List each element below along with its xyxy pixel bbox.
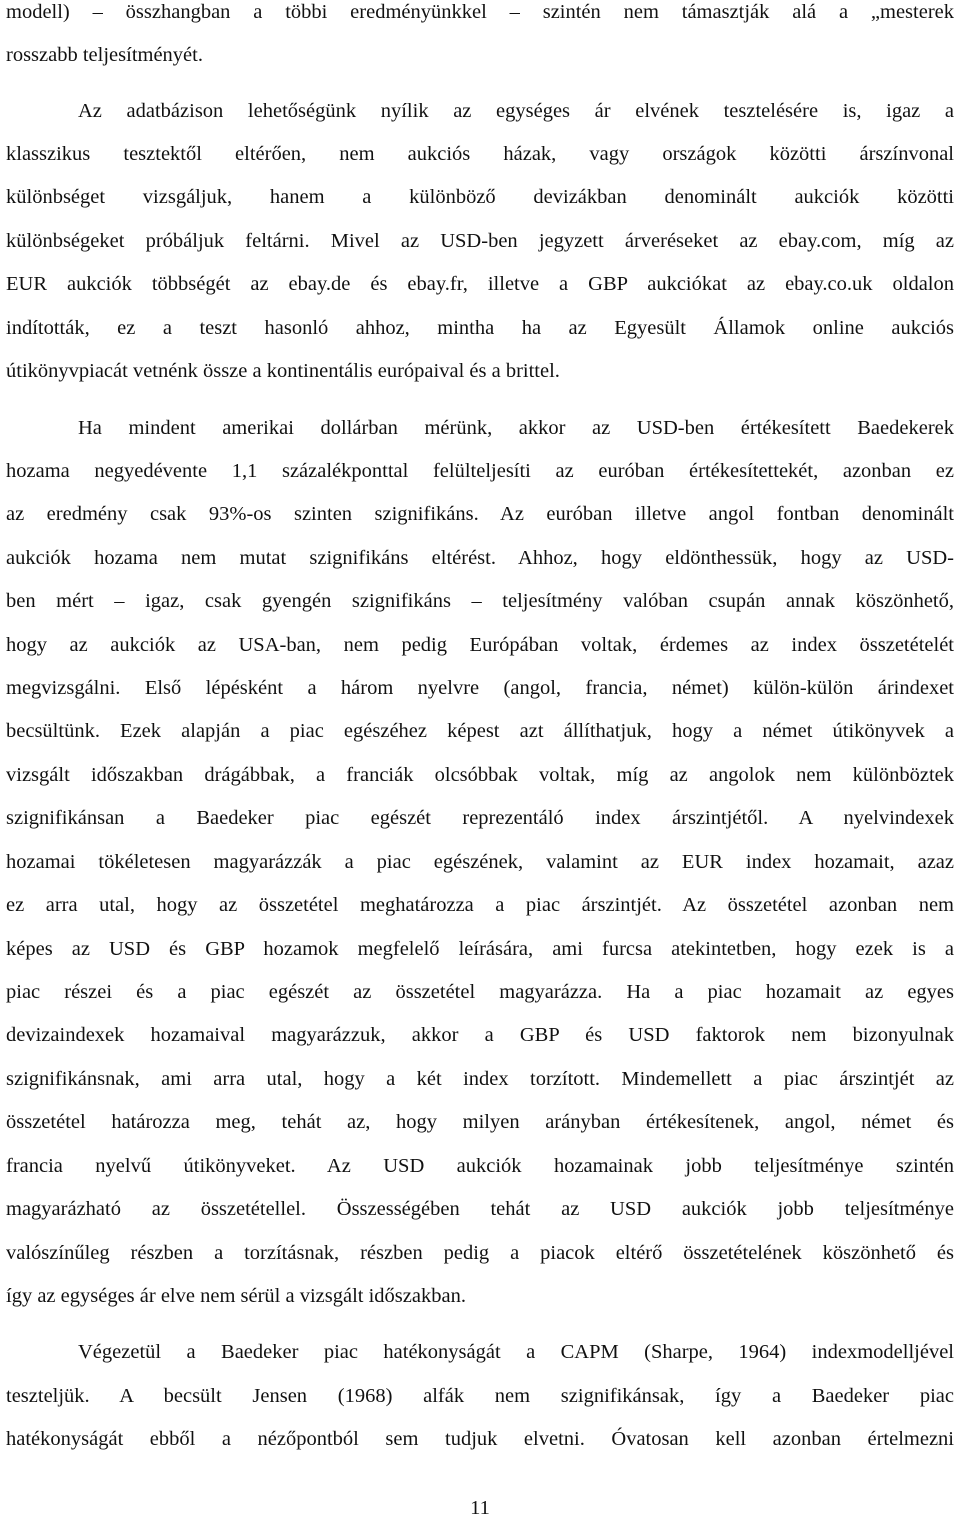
text-line: francia nyelvű útikönyveket. Az USD aukciók hozamainak jobb teljesítménye szintén	[6, 1155, 954, 1177]
text-line: piac részei és a piac egészét az összetétel magyarázza. Ha a piac hozamait az egyes	[6, 981, 954, 1003]
page-number: 11	[470, 1497, 490, 1519]
text-line: különbséget vizsgáljuk, hanem a különböző devizákban denominált aukciók közötti	[6, 186, 954, 208]
text-line: Végezetül a Baedeker piac hatékonyságát a CAPM (Sharpe, 1964) indexmodelljével	[78, 1341, 954, 1363]
text-line: Az adatbázison lehetőségünk nyílik az egységes ár elvének tesztelésére is, igaz a	[78, 100, 954, 122]
text-line: hozamai tökéletesen magyarázzák a piac egészének, valamint az EUR index hozamait, azaz	[6, 851, 954, 873]
text-line: modell) – összhangban a többi eredményünkkel – szintén nem támasztják alá a „mesterek	[6, 1, 954, 23]
text-line: szignifikánsnak, ami arra utal, hogy a két index torzított. Mindemellett a piac árszintjét az	[6, 1068, 954, 1090]
text-line: teszteljük. A becsült Jensen (1968) alfák nem szignifikánsak, így a Baedeker piac	[6, 1385, 954, 1407]
text-line: útikönyvpiacát vetnénk össze a kontinentális európaival és a brittel.	[6, 360, 560, 382]
text-line: ez arra utal, hogy az összetétel meghatározza a piac árszintjét. Az összetétel azonban nem	[6, 894, 954, 916]
text-line: magyarázható az összetétellel. Összességében tehát az USD aukciók jobb teljesítménye	[6, 1198, 954, 1220]
text-line: valószínűleg részben a torzításnak, részben pedig a piacok eltérő összetételének köszönhető és	[6, 1242, 954, 1264]
text-line: devizaindexek hozamaival magyarázzuk, akkor a GBP és USD faktorok nem bizonyulnak	[6, 1024, 954, 1046]
text-line: különbségeket próbáljuk feltárni. Mivel az USD-ben jegyzett árveréseket az ebay.com, míg az	[6, 230, 954, 252]
text-line: az eredmény csak 93%-os szinten szignifikáns. Az euróban illetve angol fontban denominált	[6, 503, 954, 525]
text-line: szignifikánsan a Baedeker piac egészét reprezentáló index árszintjétől. A nyelvindexek	[6, 807, 954, 829]
text-line: összetétel határozza meg, tehát az, hogy milyen arányban értékesítenek, angol, német és	[6, 1111, 954, 1133]
text-line: klasszikus tesztektől eltérően, nem aukciós házak, vagy országok közötti árszínvonal	[6, 143, 954, 165]
text-line: így az egységes ár elve nem sérül a vizsgált időszakban.	[6, 1285, 466, 1307]
text-line: hatékonyságát ebből a nézőpontból sem tudjuk elvetni. Óvatosan kell azonban értelmezni	[6, 1428, 954, 1450]
text-line: hogy az aukciók az USA-ban, nem pedig Európában voltak, érdemes az index összetételét	[6, 634, 954, 656]
text-line: rosszabb teljesítményét.	[6, 44, 203, 66]
text-line: aukciók hozama nem mutat szignifikáns eltérést. Ahhoz, hogy eldönthessük, hogy az USD-	[6, 547, 954, 569]
text-line: ben mért – igaz, csak gyengén szignifikáns – teljesítmény valóban csupán annak köszönhető,	[6, 590, 954, 612]
text-line: becsültünk. Ezek alapján a piac egészéhez képest azt állíthatjuk, hogy a német útikönyvek a	[6, 720, 954, 742]
text-line: képes az USD és GBP hozamok megfelelő leírására, ami furcsa atekintetben, hogy ezek is a	[6, 938, 954, 960]
text-line: EUR aukciók többségét az ebay.de és ebay.fr, illetve a GBP aukciókat az ebay.co.uk oldalon	[6, 273, 954, 295]
text-line: megvizsgálni. Első lépésként a három nyelvre (angol, francia, német) külön-külön árindexet	[6, 677, 954, 699]
text-line: Ha mindent amerikai dollárban mérünk, akkor az USD-ben értékesített Baedekerek	[78, 417, 954, 439]
text-line: indították, ez a teszt hasonló ahhoz, mintha ha az Egyesült Államok online aukciós	[6, 317, 954, 339]
text-line: hozama negyedévente 1,1 százalékponttal felülteljesíti az euróban értékesítettekét, azonban ez	[6, 460, 954, 482]
text-line: vizsgált időszakban drágábbak, a franciák olcsóbbak voltak, míg az angolok nem különböztek	[6, 764, 954, 786]
